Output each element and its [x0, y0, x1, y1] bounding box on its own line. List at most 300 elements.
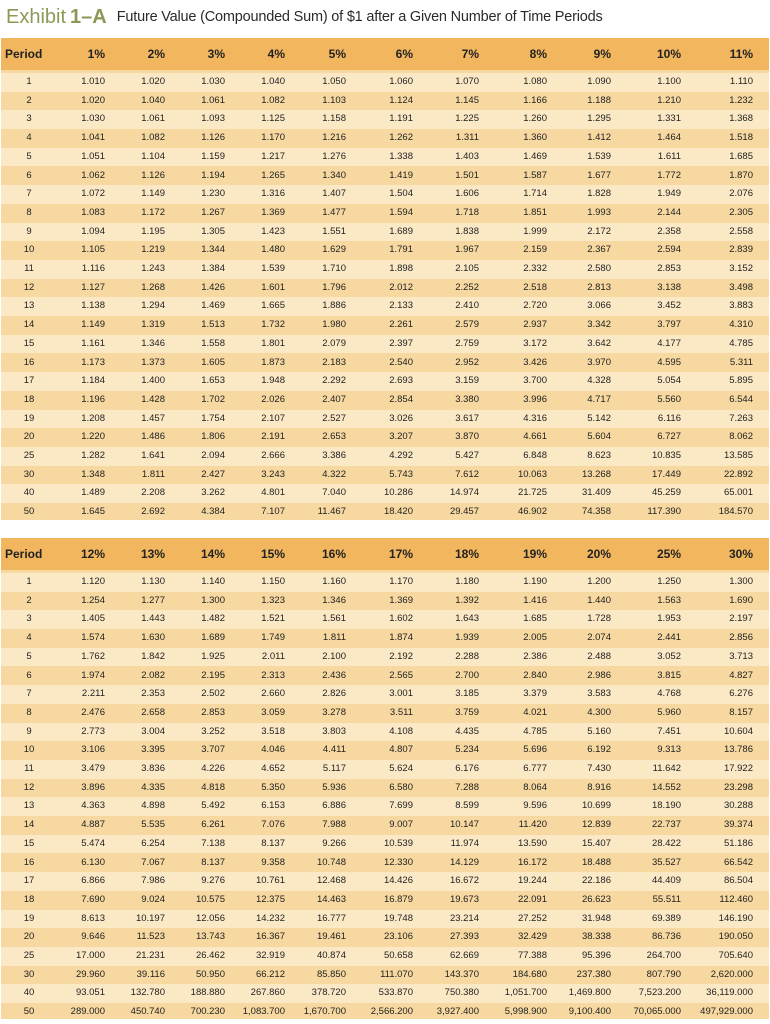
value-cell: 14.129 — [449, 856, 479, 868]
value-cell: 5.936 — [322, 781, 346, 793]
rate-header: 16% — [321, 547, 346, 561]
value-cell: 86.504 — [723, 875, 753, 887]
period-cell: 5 — [26, 150, 32, 162]
value-cell: 1.051 — [81, 150, 105, 162]
value-cell: 7.986 — [141, 875, 165, 887]
value-cell: 3.386 — [322, 450, 346, 461]
value-cell: 2.105 — [455, 263, 479, 274]
value-cell: 4.300 — [587, 706, 611, 718]
value-cell: 1.368 — [729, 113, 753, 125]
value-cell: 14.974 — [449, 487, 479, 499]
value-cell: 1.689 — [201, 632, 225, 644]
value-cell: 1.469 — [201, 300, 225, 312]
value-cell: 27.252 — [517, 912, 547, 924]
value-cell: 1.105 — [81, 244, 105, 256]
value-cell: 5.895 — [729, 375, 753, 387]
value-cell: 2.094 — [201, 450, 225, 461]
value-cell: 1.159 — [201, 150, 225, 162]
value-cell: 1.504 — [389, 188, 413, 200]
value-cell: 1.268 — [141, 281, 165, 293]
value-cell: 31.409 — [581, 487, 611, 499]
value-cell: 1.170 — [261, 132, 285, 144]
value-cell: 10.147 — [449, 819, 479, 831]
value-cell: 40.874 — [316, 950, 346, 961]
value-cell: 12.330 — [383, 856, 413, 868]
rate-header: 14% — [200, 547, 225, 561]
value-cell: 1.225 — [455, 113, 479, 125]
value-cell: 3.870 — [455, 431, 479, 443]
value-cell: 1.685 — [523, 613, 547, 625]
value-cell: 1.403 — [455, 150, 479, 162]
value-cell: 1.110 — [729, 76, 753, 87]
value-cell: 8.137 — [201, 856, 225, 868]
value-cell: 1.851 — [523, 206, 547, 218]
value-cell: 3.642 — [587, 337, 611, 349]
value-cell: 3.511 — [389, 706, 413, 718]
value-cell: 117.390 — [647, 506, 681, 518]
value-cell: 4.652 — [261, 763, 285, 774]
value-cell: 1.842 — [141, 650, 165, 662]
value-cell: 7.288 — [455, 781, 479, 793]
value-cell: 2.192 — [389, 650, 413, 662]
value-cell: 3.262 — [201, 487, 225, 499]
value-cell: 2.197 — [729, 613, 753, 625]
value-cell: 3.896 — [81, 781, 105, 793]
value-cell: 1.161 — [81, 337, 105, 349]
value-cell: 11.642 — [652, 763, 681, 774]
value-cell: 3.380 — [455, 393, 479, 405]
value-cell: 15.407 — [581, 837, 611, 849]
period-cell: 1 — [26, 76, 32, 87]
value-cell: 16.879 — [383, 893, 413, 905]
value-cell: 1.184 — [81, 375, 105, 387]
value-cell: 19.673 — [449, 893, 479, 905]
value-cell: 2.853 — [201, 706, 225, 718]
value-cell: 1.276 — [322, 150, 346, 162]
value-cell: 3.159 — [455, 375, 479, 387]
value-cell: 4.595 — [657, 356, 681, 368]
value-cell: 2.856 — [729, 632, 753, 644]
value-cell: 1.772 — [657, 169, 681, 181]
value-cell: 2.666 — [261, 450, 285, 461]
value-cell: 10.575 — [195, 893, 225, 905]
value-cell: 13.590 — [517, 837, 547, 849]
value-cell: 1.574 — [81, 632, 105, 644]
value-cell: 8.062 — [729, 431, 753, 443]
value-cell: 1.100 — [657, 76, 681, 87]
value-cell: 1.060 — [389, 76, 413, 87]
value-cell: 50.950 — [195, 968, 225, 980]
value-cell: 1.140 — [201, 576, 225, 587]
value-cell: 1.412 — [587, 132, 611, 144]
period-cell: 14 — [23, 819, 35, 831]
value-cell: 2.658 — [141, 706, 165, 718]
period-cell: 6 — [26, 169, 32, 181]
value-cell: 11.420 — [518, 819, 547, 831]
value-cell: 22.892 — [723, 468, 753, 480]
value-cell: 1.010 — [81, 76, 105, 87]
value-cell: 1.801 — [261, 337, 285, 349]
value-cell: 2.594 — [657, 244, 681, 256]
value-cell: 1.392 — [455, 594, 479, 606]
rate-header: 5% — [328, 47, 346, 61]
value-cell: 4.435 — [455, 725, 479, 737]
rate-header: 8% — [529, 47, 547, 61]
value-cell: 2.840 — [523, 669, 547, 681]
rate-header: 7% — [461, 47, 479, 61]
value-cell: 3.707 — [201, 744, 225, 756]
value-cell: 10.286 — [383, 487, 413, 499]
value-cell: 1.806 — [201, 431, 225, 443]
rate-header: 4% — [267, 47, 285, 61]
value-cell: 1.732 — [261, 319, 285, 331]
value-cell: 3.883 — [729, 300, 753, 312]
value-cell: 1.360 — [523, 132, 547, 144]
value-cell: 1.967 — [455, 244, 479, 256]
value-cell: 1.103 — [322, 94, 346, 106]
value-cell: 8.137 — [261, 837, 285, 849]
value-cell: 1.104 — [141, 150, 165, 162]
value-cell: 1.149 — [81, 319, 105, 331]
value-cell: 35.527 — [651, 856, 681, 868]
value-cell: 1.020 — [141, 76, 165, 87]
value-cell: 4.818 — [201, 781, 225, 793]
value-cell: 1.486 — [141, 431, 165, 443]
value-cell: 1.083 — [81, 206, 105, 218]
value-cell: 184.680 — [512, 968, 547, 980]
value-cell: 1.629 — [322, 244, 346, 256]
value-cell: 2.527 — [322, 412, 346, 424]
period-cell: 3 — [26, 113, 32, 125]
value-cell: 6.544 — [729, 393, 753, 405]
value-cell: 1.518 — [729, 132, 753, 144]
value-cell: 1.346 — [141, 337, 165, 349]
value-cell: 7.076 — [261, 819, 285, 831]
value-cell: 22.737 — [651, 819, 681, 831]
value-cell: 31.948 — [581, 912, 611, 924]
value-cell: 1.030 — [81, 113, 105, 125]
value-cell: 29.457 — [449, 506, 479, 518]
rate-header: 17% — [388, 547, 413, 561]
value-cell: 1.319 — [141, 319, 165, 331]
rate-header: 10% — [656, 47, 681, 61]
value-cell: 1.443 — [141, 613, 165, 625]
value-cell: 2.358 — [657, 225, 681, 237]
value-cell: 9.266 — [322, 837, 346, 849]
future-value-table-low-rates — [1, 38, 769, 520]
value-cell: 1.630 — [141, 632, 165, 644]
future-value-table-high-rates — [1, 538, 769, 1019]
value-cell: 1.645 — [81, 506, 105, 518]
value-cell: 22.091 — [517, 893, 547, 905]
value-cell: 23.298 — [723, 781, 753, 793]
value-cell: 3.138 — [657, 281, 681, 293]
value-cell: 1.558 — [201, 337, 225, 349]
value-cell: 1.082 — [261, 94, 285, 106]
value-cell: 3.996 — [523, 393, 547, 405]
value-cell: 1.874 — [389, 632, 413, 644]
value-cell: 2.012 — [389, 281, 413, 293]
value-cell: 6.130 — [81, 856, 105, 868]
value-cell: 1.340 — [322, 169, 346, 181]
rate-header: 9% — [593, 47, 611, 61]
value-cell: 19.748 — [383, 912, 413, 924]
value-cell: 2.159 — [523, 244, 547, 256]
value-cell: 3.172 — [523, 337, 547, 349]
value-cell: 1.602 — [389, 613, 413, 625]
value-cell: 70,065.000 — [633, 1006, 681, 1018]
value-cell: 10.197 — [135, 912, 165, 924]
value-cell: 1.423 — [261, 225, 285, 237]
value-cell: 2.288 — [455, 650, 479, 662]
value-cell: 30.288 — [723, 800, 753, 812]
value-cell: 3.700 — [523, 375, 547, 387]
value-cell: 6.777 — [523, 763, 547, 774]
value-cell: 1.689 — [389, 225, 413, 237]
value-cell: 26.462 — [195, 950, 225, 961]
value-cell: 6.261 — [201, 819, 225, 831]
period-cell: 15 — [23, 837, 35, 849]
value-cell: 1.457 — [141, 412, 165, 424]
value-cell: 14.552 — [651, 781, 681, 793]
value-cell: 1.294 — [141, 300, 165, 312]
value-cell: 1.219 — [141, 244, 165, 256]
table-header — [1, 38, 769, 70]
value-cell: 86.736 — [651, 931, 681, 943]
value-cell: 1.999 — [523, 225, 547, 237]
value-cell: 4.768 — [657, 688, 681, 700]
value-cell: 3.583 — [587, 688, 611, 700]
value-cell: 3.207 — [389, 431, 413, 443]
value-cell: 13.743 — [195, 931, 225, 943]
value-cell: 6.192 — [587, 744, 611, 756]
value-cell: 5.535 — [141, 819, 165, 831]
period-cell: 50 — [23, 506, 35, 518]
value-cell: 1.665 — [261, 300, 285, 312]
value-cell: 1.194 — [201, 169, 225, 181]
period-cell: 20 — [23, 931, 35, 943]
value-cell: 28.422 — [651, 837, 681, 849]
value-cell: 7.138 — [201, 837, 225, 849]
value-cell: 1.939 — [455, 632, 479, 644]
value-cell: 1.605 — [201, 356, 225, 368]
value-cell: 2.759 — [455, 337, 479, 349]
value-cell: 6.866 — [81, 875, 105, 887]
value-cell: 1.166 — [523, 94, 547, 106]
value-cell: 50.658 — [383, 950, 413, 961]
value-cell: 3.106 — [81, 744, 105, 756]
value-cell: 14.232 — [255, 912, 285, 924]
value-cell: 1.762 — [81, 650, 105, 662]
value-cell: 1.791 — [389, 244, 413, 256]
value-cell: 1.295 — [587, 113, 611, 125]
value-cell: 6.153 — [261, 800, 285, 812]
value-cell: 3.066 — [587, 300, 611, 312]
value-cell: 2.100 — [322, 650, 346, 662]
rate-header: 20% — [586, 547, 611, 561]
value-cell: 1.262 — [389, 132, 413, 144]
value-cell: 237.380 — [576, 968, 611, 980]
value-cell: 4.363 — [81, 800, 105, 812]
value-cell: 6.254 — [141, 837, 165, 849]
value-cell: 2.558 — [729, 225, 753, 237]
period-cell: 5 — [26, 650, 32, 662]
period-cell: 17 — [23, 875, 35, 887]
exhibit-caption: Future Value (Compounded Sum) of $1 after a Given Number of Time Periods — [116, 9, 603, 25]
value-cell: 45.259 — [651, 487, 681, 499]
value-cell: 4.887 — [81, 819, 105, 831]
value-cell: 2.653 — [322, 431, 346, 443]
value-cell: 4.785 — [729, 337, 753, 349]
value-cell: 132.780 — [130, 987, 165, 999]
value-cell: 10.604 — [723, 725, 753, 737]
value-cell: 65.001 — [723, 487, 753, 499]
period-cell: 14 — [23, 319, 35, 331]
value-cell: 2.026 — [261, 393, 285, 405]
value-cell: 5.960 — [657, 706, 681, 718]
value-cell: 7.988 — [322, 819, 346, 831]
period-cell: 10 — [23, 744, 35, 756]
value-cell: 3.185 — [455, 688, 479, 700]
value-cell: 1.200 — [587, 576, 611, 587]
value-cell: 6.580 — [389, 781, 413, 793]
value-cell: 6.116 — [657, 412, 681, 424]
value-cell: 190.050 — [718, 931, 753, 943]
value-cell: 1.464 — [657, 132, 681, 144]
value-cell: 8.064 — [523, 781, 547, 793]
period-cell: 19 — [23, 912, 35, 924]
value-cell: 14.426 — [383, 875, 413, 887]
value-cell: 9.024 — [141, 893, 165, 905]
value-cell: 1.513 — [201, 319, 225, 331]
value-cell: 69.389 — [651, 912, 681, 924]
period-cell: 11 — [24, 263, 34, 274]
value-cell: 85.850 — [316, 968, 346, 980]
value-cell: 3.970 — [587, 356, 611, 368]
value-cell: 1.369 — [389, 594, 413, 606]
value-cell: 2.853 — [657, 263, 681, 274]
value-cell: 29.960 — [75, 968, 105, 980]
value-cell: 1.267 — [201, 206, 225, 218]
value-cell: 1.126 — [201, 132, 225, 144]
value-cell: 38.338 — [581, 931, 611, 943]
value-cell: 5.117 — [322, 763, 346, 774]
value-cell: 1.195 — [141, 225, 165, 237]
value-cell: 750.380 — [444, 987, 479, 999]
value-cell: 4.310 — [729, 319, 753, 331]
value-cell: 2,620.000 — [710, 968, 753, 980]
value-cell: 112.460 — [719, 893, 753, 905]
value-cell: 1.196 — [81, 393, 105, 405]
value-cell: 7.690 — [81, 893, 105, 905]
value-cell: 1.030 — [201, 76, 225, 87]
value-cell: 1.040 — [261, 76, 285, 87]
value-cell: 3.052 — [657, 650, 681, 662]
value-cell: 1.718 — [455, 206, 479, 218]
value-cell: 1.120 — [81, 576, 105, 587]
value-cell: 3.479 — [81, 763, 105, 774]
value-cell: 3.617 — [455, 412, 479, 424]
value-cell: 19.461 — [316, 931, 346, 943]
rate-header: 15% — [260, 547, 285, 561]
value-cell: 2.195 — [201, 669, 225, 681]
value-cell: 4.046 — [261, 744, 285, 756]
value-cell: 1.145 — [455, 94, 479, 106]
value-cell: 39.374 — [723, 819, 753, 831]
value-cell: 533.870 — [378, 987, 413, 999]
value-cell: 23.214 — [449, 912, 479, 924]
value-cell: 1.300 — [201, 594, 225, 606]
value-cell: 3.278 — [322, 706, 346, 718]
period-cell: 8 — [26, 206, 32, 218]
value-cell: 1.040 — [141, 94, 165, 106]
value-cell: 1.338 — [389, 150, 413, 162]
value-cell: 1.369 — [261, 206, 285, 218]
value-cell: 1.953 — [657, 613, 681, 625]
value-cell: 2,566.200 — [370, 1006, 413, 1018]
value-cell: 3.713 — [729, 650, 753, 662]
period-cell: 15 — [23, 337, 35, 349]
rate-header: 11% — [729, 47, 753, 61]
value-cell: 2.183 — [322, 356, 346, 368]
period-header: Period — [5, 547, 43, 561]
value-cell: 18.190 — [651, 800, 681, 812]
value-cell: 5.427 — [455, 450, 479, 461]
rate-header: 25% — [656, 547, 681, 561]
value-cell: 4.021 — [523, 706, 547, 718]
value-cell: 11.467 — [317, 506, 346, 518]
value-cell: 2.386 — [523, 650, 547, 662]
value-cell: 16.172 — [517, 856, 547, 868]
value-cell: 2.076 — [729, 188, 753, 200]
value-cell: 1.587 — [523, 169, 547, 181]
value-cell: 1.407 — [322, 188, 346, 200]
value-cell: 1.243 — [141, 263, 165, 274]
value-cell: 1.428 — [141, 393, 165, 405]
value-cell: 3.243 — [261, 468, 285, 480]
value-cell: 1.501 — [455, 169, 479, 181]
value-cell: 1.070 — [455, 76, 479, 87]
value-cell: 4.108 — [389, 725, 413, 737]
value-cell: 1.062 — [81, 169, 105, 181]
value-cell: 3.836 — [141, 763, 165, 774]
table-header — [1, 538, 769, 570]
value-cell: 19.244 — [517, 875, 547, 887]
value-cell: 8.599 — [455, 800, 479, 812]
value-cell: 1.080 — [523, 76, 547, 87]
value-cell: 2.011 — [261, 650, 285, 662]
period-cell: 30 — [23, 968, 35, 980]
period-cell: 20 — [23, 431, 35, 443]
value-cell: 2.565 — [389, 669, 413, 681]
period-cell: 40 — [23, 987, 35, 999]
value-cell: 1.208 — [81, 412, 105, 424]
value-cell: 4.384 — [201, 506, 225, 518]
value-cell: 4.807 — [389, 744, 413, 756]
value-cell: 9.646 — [81, 931, 105, 943]
value-cell: 1.641 — [141, 450, 165, 461]
value-cell: 5.474 — [81, 837, 105, 849]
value-cell: 1.126 — [141, 169, 165, 181]
rate-header: 19% — [522, 547, 547, 561]
value-cell: 1.210 — [657, 94, 681, 106]
value-cell: 18.488 — [581, 856, 611, 868]
value-cell: 1.728 — [587, 613, 611, 625]
value-cell: 497,929.000 — [700, 1006, 753, 1018]
value-cell: 1.563 — [657, 594, 681, 606]
value-cell: 3.379 — [523, 688, 547, 700]
value-cell: 1.050 — [322, 76, 346, 87]
